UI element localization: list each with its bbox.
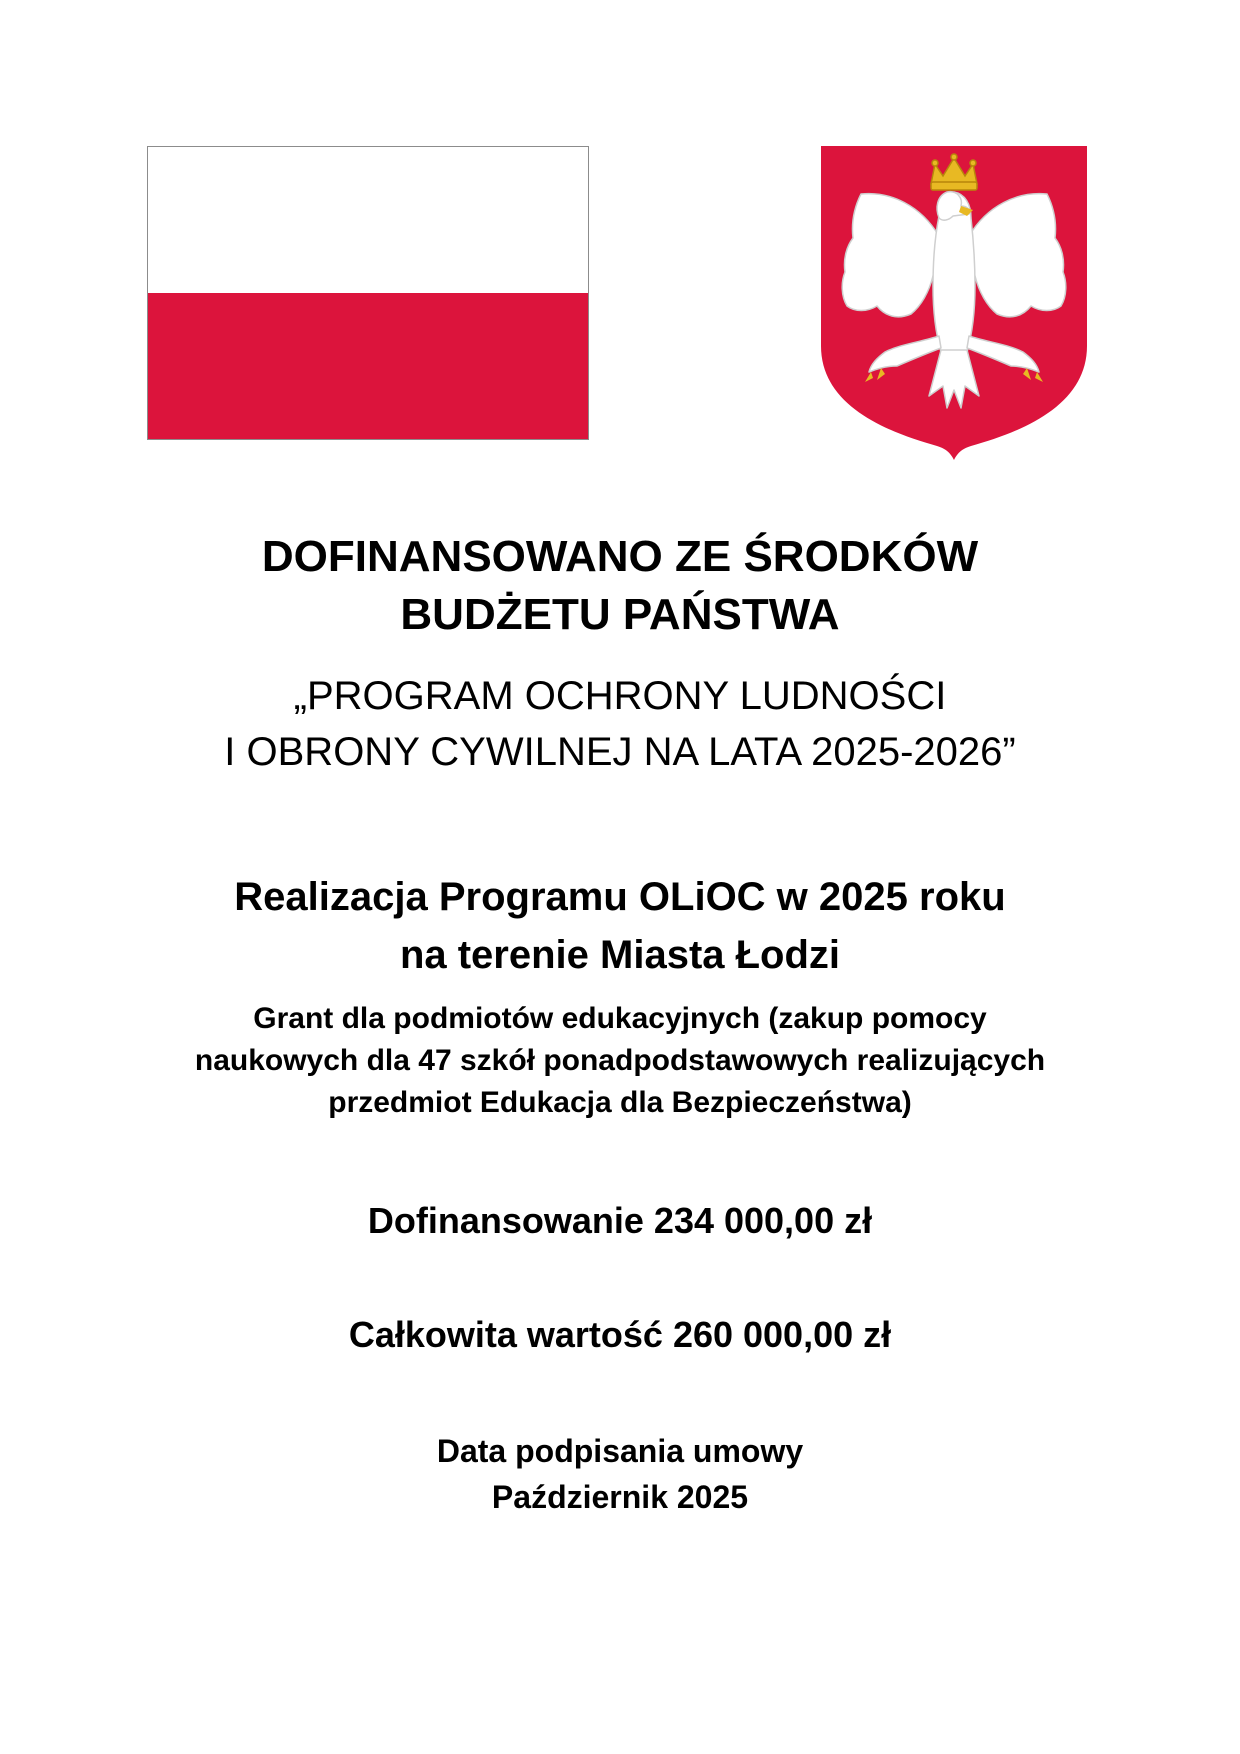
title-line-2: BUDŻETU PAŃSTWA: [400, 590, 840, 639]
program-line-2: I OBRONY CYWILNEJ NA LATA 2025-2026”: [224, 730, 1016, 774]
grant-line-2: naukowych dla 47 szkół ponadpodstawowych realizujących: [194, 1044, 1046, 1077]
contract-date: [0, 1428, 1240, 1520]
realization-line-1: Realizacja Programu OLiOC w 2025 roku: [234, 875, 1006, 919]
funding-amount-text: Dofinansowanie 234 000,00 zł: [367, 1200, 873, 1241]
total-value: [0, 1310, 1240, 1360]
grant-line-1: Grant dla podmiotów edukacyjnych (zakup pomocy: [253, 1002, 987, 1035]
contract-date-value: Październik 2025: [491, 1479, 749, 1515]
funding-amount: [0, 1196, 1240, 1246]
contract-date-label: Data podpisania umowy: [436, 1433, 804, 1469]
polish-flag-icon: [147, 146, 589, 440]
total-value-text: Całkowita wartość 260 000,00 zł: [348, 1314, 892, 1355]
funding-title: [0, 528, 1240, 644]
program-name: [0, 668, 1240, 780]
grant-description: [0, 998, 1240, 1124]
title-line-1: DOFINANSOWANO ZE ŚRODKÓW: [261, 532, 979, 581]
polish-eagle-emblem-icon: [821, 146, 1087, 460]
flag-red-stripe: [148, 293, 588, 439]
realization-line-2: na terenie Miasta Łodzi: [399, 933, 841, 977]
grant-line-3: przedmiot Edukacja dla Bezpieczeństwa): [328, 1086, 912, 1119]
program-line-1: „PROGRAM OCHRONY LUDNOŚCI: [293, 674, 947, 718]
realization-heading: [0, 868, 1240, 984]
flag-white-stripe: [148, 147, 588, 293]
